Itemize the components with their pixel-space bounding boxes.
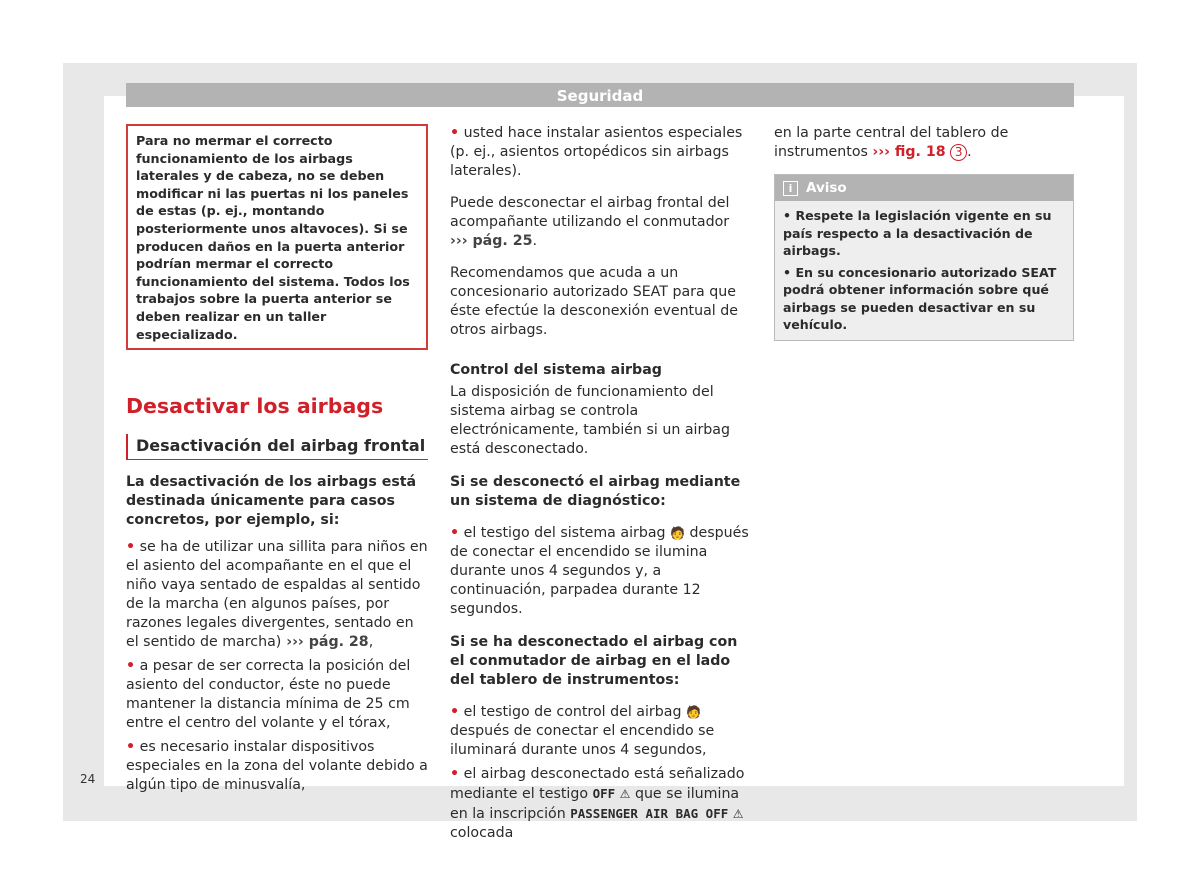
figure-callout-number: 3 [950,144,967,161]
list-item: • Respete la legislación vigente en su país respecto a la desactivación de airbags. [783,208,1052,258]
notice-header: i Aviso [775,175,1073,201]
list-item: • el airbag desconectado está señalizado mediante el testigo OFF ⚠ que se ilumina en la inscripción PASSENGER AIR BAG OFF ⚠ colocada [450,766,745,841]
column-2 [450,124,752,843]
list-item: • es necesario instalar dispositivos especiales en la zona del volante debido a algún tipo de minusvalía, [126,739,428,794]
airbag-warning-icon: 🧑 [685,705,701,719]
page-ref-link[interactable]: ››› pág. 28 [281,634,369,651]
heading-control: Control del sistema airbag [450,362,662,378]
heading-switch: Si se ha desconectado el airbag con el conmutador de airbag en el lado del tablero de instrumentos: [450,634,738,688]
notice-body [775,201,1073,340]
airbag-off-icon: ⚠ [619,787,631,801]
bullet-icon: • [126,539,136,556]
bullet-icon: • [450,704,460,720]
figure-ref-link[interactable]: ››› fig. 18 [872,144,946,160]
heading-diagnostic: Si se desconectó el airbag mediante un sistema de diagnóstico: [450,474,741,509]
airbag-off-icon: ⚠ [732,807,744,821]
list-item: • se ha de utilizar una sillita para niños en el asiento del acompañante en el que el niño vaya sentado de espaldas al sentido de la marcha (en algunos países, por razones legales divergentes, sentado en el sentido de marcha) ››› pág. 28, [126,539,428,651]
page-number: 24 [80,772,96,786]
paragraph: Puede desconectar el airbag frontal del acompañante utilizando el conmutador ››› pág. 25. [450,195,730,249]
airbag-warning-icon: 🧑 [670,526,686,540]
bullet-icon: • [126,658,136,675]
off-indicator-label: OFF [592,786,616,801]
column-3 [774,124,1074,341]
list-item: • a pesar de ser correcta la posición del asiento del conductor, éste no puede mantener la distancia mínima de 25 cm entre el centro del volante y el tórax, [126,658,411,732]
paragraph: Recomendamos que acuda a un concesionario autorizado SEAT para que éste efectúe la desconexión eventual de otros airbags. [450,265,738,338]
list-item: • el testigo de control del airbag 🧑 después de conectar el encendido se iluminará durante unos 4 segundos, [450,704,715,758]
list-item: • En su concesionario autorizado SEAT podrá obtener información sobre qué airbags se pueden desactivar en su vehículo. [783,264,1057,332]
warning-box: Para no mermar el correcto funcionamiento de los airbags laterales y de cabeza, no se deben modificar ni las puertas ni los paneles de estas (p. ej., montando posteriormente unos altavoces). Si se producen daños en la puerta anterior podrían mermar el correcto funcionamiento del sistema. Todos los trabajos sobre la puerta anterior se deben realizar en un taller especializado. [126,124,428,350]
subsection-title: Desactivación del airbag frontal [126,434,428,460]
bullet-icon: • [450,525,460,541]
page-header: Seguridad [126,83,1074,107]
list-item: • el testigo del sistema airbag 🧑 después de conectar el encendido se ilumina durante unos 4 segundos y, a continuación, parpadea durante 12 segundos. [450,525,749,617]
page-ref-link[interactable]: ››› pág. 25 [450,233,533,249]
column-1 [126,124,428,795]
section-title: Desactivar los airbags [126,394,384,419]
bullet-icon: • [450,125,460,141]
intro-text: La desactivación de los airbags está destinada únicamente para casos concretos, por ejemplo, si: [126,474,417,529]
info-icon: i [783,181,798,196]
paragraph: en la parte central del tablero de instrumentos ››› fig. 18 3 . [774,125,1009,160]
passenger-airbag-off-label: PASSENGER AIR BAG OFF [570,806,729,821]
bullet-icon: • [126,739,136,756]
bullet-icon: • [450,766,460,782]
notice-box [774,174,1074,341]
paragraph: La disposición de funcionamiento del sistema airbag se controla electrónicamente, también si un airbag está desconectado. [450,384,731,457]
list-item: • usted hace instalar asientos especiales (p. ej., asientos ortopédicos sin airbags laterales). [450,125,743,179]
